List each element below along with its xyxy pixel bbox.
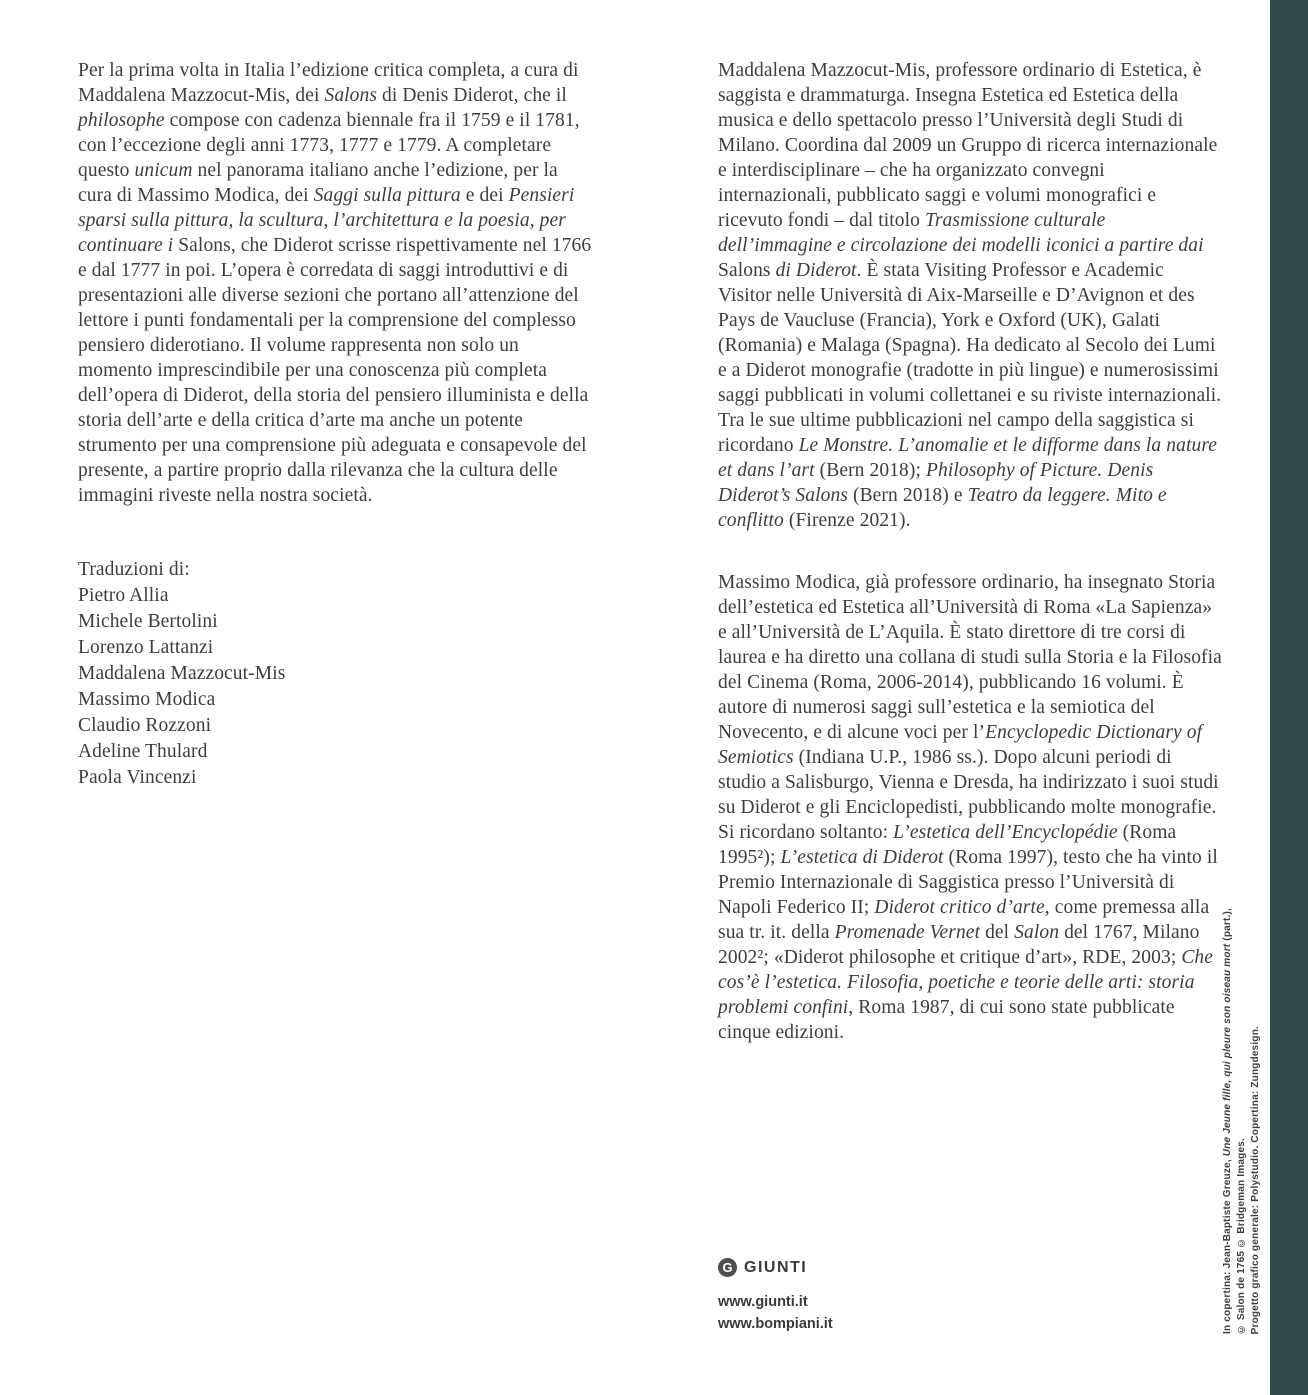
translator-name: Lorenzo Lattanzi: [78, 637, 214, 658]
design-credit-line: Progetto grafico generale: Polystudio. Copertina: Zungdesign.: [1250, 1025, 1261, 1334]
translator-name: Maddalena Mazzocut-Mis: [78, 663, 286, 684]
translator-name: Pietro Allia: [78, 585, 169, 606]
giunti-logo-icon: G: [718, 1258, 737, 1277]
bio-modica: Massimo Modica, già professore ordinario, ha insegnato Storia dell’estetica ed Estetica all’Università di Roma «La Sapienza» e all’Università de L’Aquila. È stato direttore di tre corsi di laurea e ha diretto una collana di studi sulla Storia e la Filosofia del Cinema (Roma, 2006-2014), pubblicando 16 volumi. È autore di numerosi saggi sull’estetica e la semiotica del Novecento, e di alcune voci per l’Encyclopedic Dictionary of Semiotics (Indiana U.P., 1986 ss.). Dopo alcuni periodi di studio a Salisburgo, Vienna e Dresda, ha indirizzato i suoi studi su Diderot e gli Enciclopedisti, pubblicando molte monografie. Si ricordano soltanto: L’estetica dell’Encyclopédie (Roma 1995²); L’estetica di Diderot (Roma 1997), testo che ha vinto il Premio Internazionale di Saggistica presso l’Università di Napoli Federico II; Diderot critico d’arte, come premessa alla sua tr. it. della Promenade Vernet del Salon del 1767, Milano 2002²; «Diderot philosophe et critique d’art», RDE, 2003; Che cos’è l’estetica. Filosofia, poetiche e teorie delle arti: storia problemi confini, Roma 1987, di cui sono state pubblicate cinque edizioni.: [718, 572, 1222, 1043]
bio-mazzocut-mis: Maddalena Mazzocut-Mis, professore ordinario di Estetica, è saggista e drammaturga. Insegna Estetica ed Estetica della musica e dello spettacolo presso l’Università degli Studi di Milano. Coordina dal 2009 un Gruppo di ricerca internazionale e interdisciplinare – che ha organizzato convegni internazionali, pubblicato saggi e volumi monografici e ricevuto fondi – dal titolo Trasmissione culturale dell’immagine e circolazione dei modelli iconici a partire dai Salons di Diderot. È stata Visiting Professor e Academic Visitor nelle Università di Aix-Marseille e D’Avignon et des Pays de Vaucluse (Francia), York e Oxford (UK), Galati (Romania) e Malaga (Spagna). Ha dedicato al Secolo dei Lumi e a Diderot monografie (tradotte in più lingue) e numerosissimi saggi pubblicati in volumi collettanei e su riviste internazionali. Tra le sue ultime pubblicazioni nel campo della saggistica si ricordano Le Monstre. L’anomalie et le difforme dans la nature et dans l’art (Bern 2018); Philosophy of Picture. Denis Diderot’s Salons (Bern 2018) e Teatro da leggere. Mito e conflitto (Firenze 2021).: [718, 60, 1222, 531]
translators-block: [78, 557, 592, 791]
colophon-vertical: [1222, 886, 1261, 1334]
translators-label: Traduzioni di:: [78, 559, 190, 580]
left-column: [78, 58, 592, 791]
publisher-footer: [718, 1258, 833, 1335]
right-column: [718, 58, 1222, 1045]
translator-name: Michele Bertolini: [78, 611, 218, 632]
giunti-logo-text: GIUNTI: [744, 1258, 808, 1276]
giunti-logo: [718, 1258, 833, 1277]
website-giunti: www.giunti.it: [718, 1294, 808, 1310]
teal-edge-strip: [1270, 0, 1308, 1395]
website-bompiani: www.bompiani.it: [718, 1316, 833, 1332]
translator-name: Paola Vincenzi: [78, 767, 197, 788]
translator-name: Massimo Modica: [78, 689, 216, 710]
edition-description: Per la prima volta in Italia l’edizione critica completa, a cura di Maddalena Mazzocut-Mis, dei Salons di Denis Diderot, che il philosophe compose con cadenza biennale fra il 1759 e il 1781, con l’eccezione degli anni 1773, 1777 e 1779. A completare questo unicum nel panorama italiano anche l’edizione, per la cura di Massimo Modica, dei Saggi sulla pittura e dei Pensieri sparsi sulla pittura, la scultura, l’architettura e la poesia, per continuare i Salons, che Diderot scrisse rispettivamente nel 1766 e dal 1777 in poi. L’opera è corredata di saggi introduttivi e di presentazioni alle diverse sezioni che portano all’attenzione del lettore i punti fondamentali per la comprensione del complesso pensiero diderotiano. Il volume rappresenta non solo un momento imprescindibile per una conoscenza più completa dell’opera di Diderot, della storia del pensiero illuminista e della storia dell’arte e della critica d’arte ma anche un potente strumento per una comprensione più adeguata e consapevole del presente, a partire proprio dalla rilevanza che la cultura delle immagini riveste nella nostra società.: [78, 60, 592, 506]
cover-credit-line: In copertina: Jean-Baptiste Greuze, Une Jeune fille, qui pleure son oiseau mort (part.),: [1222, 907, 1233, 1334]
rights-credit-line: © Salon de 1765 © Bridgeman Images.: [1236, 1137, 1247, 1334]
translator-name: Claudio Rozzoni: [78, 715, 212, 736]
translator-name: Adeline Thulard: [78, 741, 208, 762]
